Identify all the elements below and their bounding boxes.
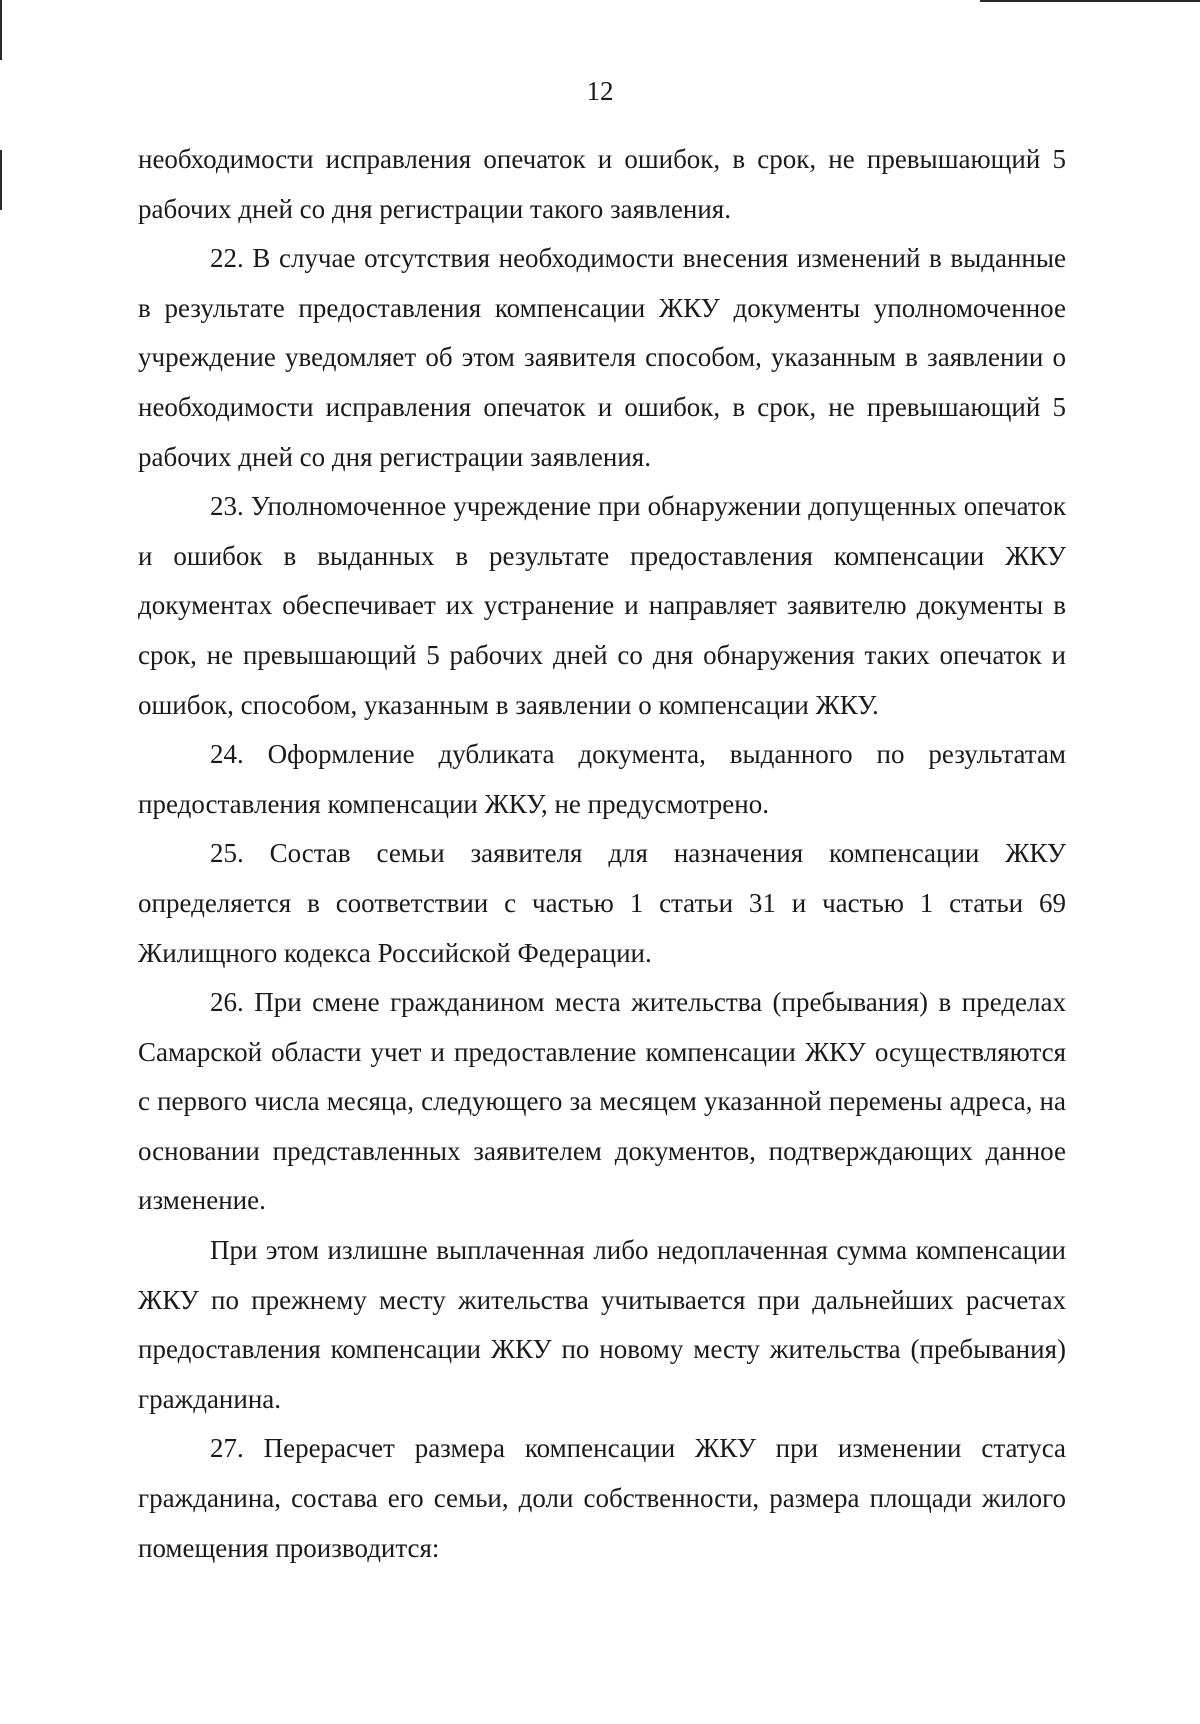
paragraph-continuation: необходимости исправления опечаток и ошибок, в срок, не превышающий 5 рабочих дней со дня регистрации такого заявления. <box>138 144 1066 224</box>
paragraph-24: 24. Оформление дубликата документа, выданного по результатам предоставления компенсации ЖКУ, не предусмотрено. <box>138 739 1066 819</box>
paragraph-26-addendum: При этом излишне выплаченная либо недоплаченная сумма компенсации ЖКУ по прежнему месту жительства учитывается при дальнейших расчетах предоставления компенсации ЖКУ по новому месту жительства (пребывания) гражданина. <box>138 1235 1066 1414</box>
scan-edge-mark <box>0 150 2 210</box>
paragraph-25: 25. Состав семьи заявителя для назначения компенсации ЖКУ определяется в соответствии с частью 1 статьи 31 и частью 1 статьи 69 Жилищного кодекса Российской Федерации. <box>138 838 1066 968</box>
document-body <box>138 135 1066 1573</box>
page-number: 12 <box>586 76 614 106</box>
paragraph-22: 22. В случае отсутствия необходимости внесения изменений в выданные в результате предоставления компенсации ЖКУ документы уполномоченное учреждение уведомляет об этом заявителя способом, указанным в заявлении о необходимости исправления опечаток и ошибок, в срок, не превышающий 5 рабочих дней со дня регистрации заявления. <box>138 243 1066 472</box>
paragraph-26: 26. При смене гражданином места жительства (пребывания) в пределах Самарской области учет и предоставление компенсации ЖКУ осуществляются с первого числа месяца, следующего за месяцем указанной перемены адреса, на основании представленных заявителем документов, подтверждающих данное изменение. <box>138 987 1066 1216</box>
scan-edge-mark <box>0 0 2 60</box>
paragraph-27: 27. Перерасчет размера компенсации ЖКУ при изменении статуса гражданина, состава его семьи, доли собственности, размера площади жилого помещения производится: <box>138 1433 1066 1563</box>
scan-edge-mark <box>980 0 1200 2</box>
paragraph-23: 23. Уполномоченное учреждение при обнаружении допущенных опечаток и ошибок в выданных в результате предоставления компенсации ЖКУ документах обеспечивает их устранение и направляет заявителю документы в срок, не превышающий 5 рабочих дней со дня обнаружения таких опечаток и ошибок, способом, указанным в заявлении о компенсации ЖКУ. <box>138 491 1066 720</box>
